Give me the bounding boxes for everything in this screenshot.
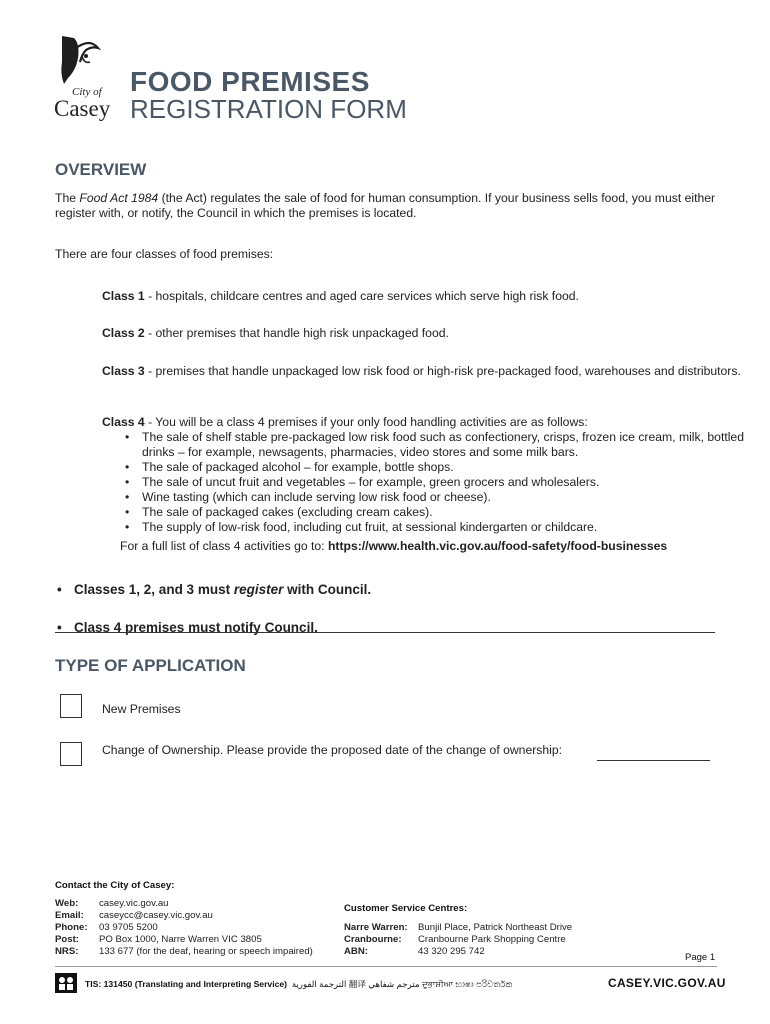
list-item: • The sale of packaged cakes (excluding cream cakes).	[120, 505, 748, 520]
tis-label: TIS:	[85, 979, 102, 989]
list-item: • The supply of low-risk food, including cut fruit, at sessional kindergarten or childcare.	[120, 520, 748, 535]
contact-post: PO Box 1000, Narre Warren VIC 3805	[99, 934, 262, 945]
contact-label: Web:	[55, 898, 79, 909]
class4-label: Class 4	[102, 415, 145, 429]
contact-table	[55, 898, 313, 958]
contact-label: NRS:	[55, 946, 79, 957]
centre-value: Cranbourne Park Shopping Centre	[418, 934, 566, 945]
contact-label: Email:	[55, 910, 84, 921]
class4-desc: - You will be a class 4 premises if your only food handling activities are as follows:	[144, 415, 588, 429]
change-ownership-checkbox[interactable]	[60, 742, 82, 766]
website-link[interactable]: CASEY.VIC.GOV.AU	[608, 976, 726, 990]
list-item: • The sale of shelf stable pre-packaged low risk food such as confectionery, crisps, frozen ice cream, milk, bottled drinks – for example, newsagents, pharmacies, video stores and some milk bars.	[120, 430, 748, 460]
table-row	[55, 946, 313, 958]
centre-label: ABN:	[344, 946, 368, 957]
rule1-em: register	[233, 582, 284, 597]
logo-city-text: City of	[72, 86, 102, 98]
centre-value: Bunjil Place, Patrick Northeast Drive	[418, 922, 573, 933]
centre-label: Narre Warren:	[344, 922, 408, 933]
new-premises-checkbox[interactable]	[60, 694, 82, 718]
table-row	[55, 910, 313, 922]
four-classes-text: There are four classes of food premises:	[55, 247, 274, 261]
list-item: • Wine tasting (which can include serving low risk food or cheese).	[120, 490, 748, 505]
class2-label: Class 2	[102, 326, 145, 340]
intro-post: (the Act) regulates the sale of food for human consumption. If your business sells food, you must either register with, or notify, the Council in which the premises is located.	[55, 191, 716, 220]
class3-desc: - premises that handle unpackaged low risk food or high-risk pre-packaged food, warehouses and distributors.	[144, 364, 741, 378]
tis-text: 131450 (Translating and Interpreting Service)	[103, 979, 288, 989]
class3-text	[102, 364, 745, 379]
rule1-pre: Classes 1, 2, and 3 must	[74, 582, 234, 597]
health-link[interactable]: https://www.health.vic.gov.au/food-safety/food-businesses	[327, 539, 668, 553]
class3-label: Class 3	[102, 364, 145, 378]
table-row	[55, 922, 313, 934]
centre-label: Cranbourne:	[344, 934, 402, 945]
contact-heading-text: Contact the City of Casey:	[55, 880, 175, 891]
list-item: • The sale of packaged alcohol – for example, bottle shops.	[120, 460, 748, 475]
contact-web[interactable]: casey.vic.gov.au	[99, 898, 169, 909]
contact-email[interactable]: caseycc@casey.vic.gov.au	[99, 910, 213, 921]
intro-pre: The	[55, 191, 80, 205]
centres-heading	[344, 903, 467, 914]
table-row	[55, 934, 313, 946]
centre-value: 43 320 295 742	[418, 946, 485, 957]
rule-notify: • Class 4 premises must notify Council.	[52, 620, 770, 635]
form-title-line2: REGISTRATION FORM	[130, 94, 407, 124]
full-list-pre: For a full list of class 4 activities go to:	[120, 539, 328, 553]
change-date-field[interactable]	[597, 745, 710, 761]
tis-line	[85, 978, 512, 990]
class4-list	[120, 430, 748, 535]
list-item: • The sale of uncut fruit and vegetables – for example, green grocers and wholesalers.	[120, 475, 748, 490]
class1-label: Class 1	[102, 289, 145, 303]
rule-register	[52, 582, 770, 597]
class2-desc: - other premises that handle high risk unpackaged food.	[144, 326, 449, 340]
change-ownership-label: Change of Ownership. Please provide the proposed date of the change of ownership:	[102, 743, 563, 757]
table-row	[344, 922, 572, 934]
centres-table	[344, 922, 572, 958]
city-of-casey-logo-icon	[56, 34, 102, 88]
table-row	[55, 898, 313, 910]
logo-casey-text: Casey	[54, 96, 111, 121]
section-divider	[55, 632, 715, 633]
contact-phone: 03 9705 5200	[99, 922, 158, 933]
overview-heading: OVERVIEW	[55, 160, 147, 179]
contact-label: Phone:	[55, 922, 88, 933]
rule1-post: with Council.	[283, 582, 372, 597]
new-premises-label: New Premises	[102, 702, 181, 716]
form-title-line1: FOOD PREMISES	[130, 66, 370, 97]
class2-text	[102, 326, 742, 341]
tis-languages: الترجمة الفورية 翻译 مترجم شفاهي ਦੁਭਾਸ਼ੀਆ භාෂා පරිවර්තක	[291, 979, 513, 989]
full-list-text	[120, 539, 667, 554]
table-row	[344, 934, 572, 946]
table-row	[344, 946, 572, 958]
centres-heading-text: Customer Service Centres:	[344, 903, 468, 914]
footer-divider	[55, 966, 717, 967]
contact-nrs: 133 677 (for the deaf, hearing or speech impaired)	[99, 946, 313, 957]
class4-text	[102, 415, 745, 430]
class1-desc: - hospitals, childcare centres and aged care services which serve high risk food.	[144, 289, 579, 303]
overview-intro	[55, 191, 720, 221]
interpreter-icon	[55, 973, 77, 993]
page-number: Page 1	[685, 952, 716, 963]
class1-text	[102, 289, 742, 304]
contact-heading	[55, 880, 174, 891]
intro-act: Food Act 1984	[79, 191, 159, 205]
application-heading: TYPE OF APPLICATION	[55, 656, 246, 675]
contact-label: Post:	[55, 934, 79, 945]
